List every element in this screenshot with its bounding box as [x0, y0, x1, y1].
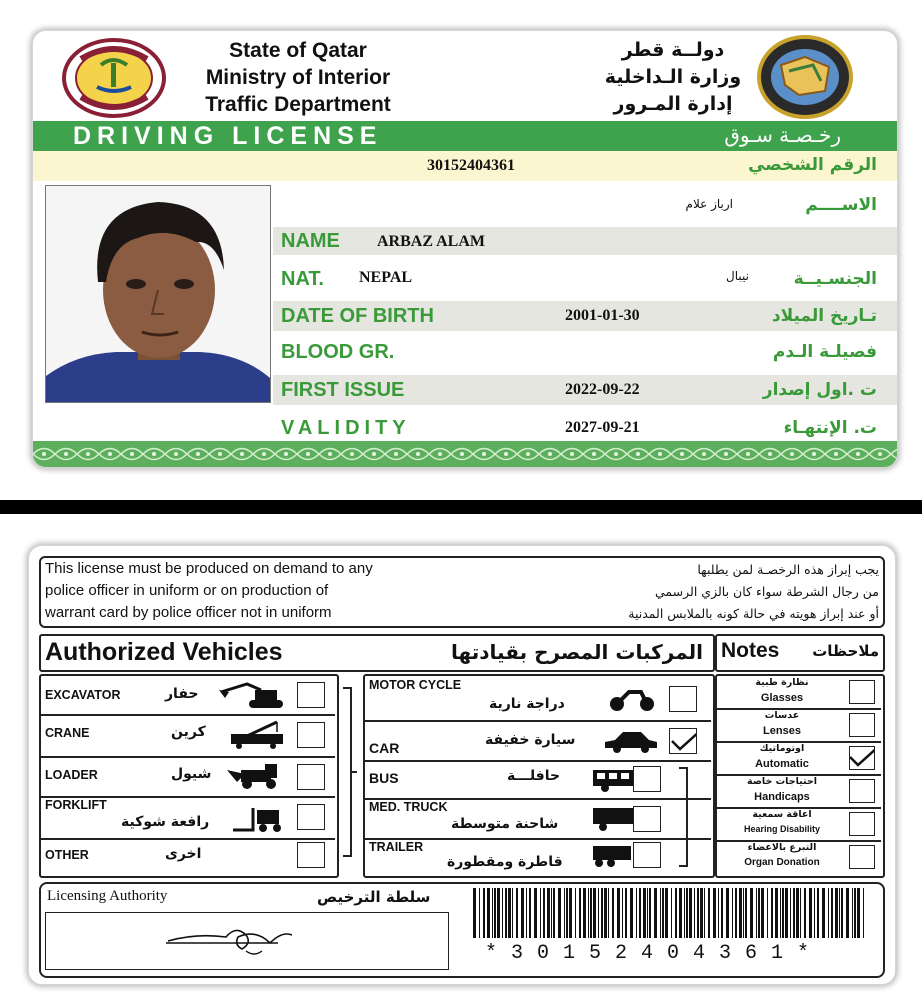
barcode-bar: [575, 888, 576, 938]
personal-number-value: 30152404361: [427, 157, 515, 174]
name-label-ar: الاســــم: [805, 195, 877, 215]
gcc-emblem-icon: [755, 35, 855, 119]
validity-value: 2027-09-21: [565, 419, 640, 436]
barcode-bar: [785, 888, 788, 938]
barcode-bar: [775, 888, 778, 938]
nationality-value-ar: نيبال: [726, 269, 749, 283]
license-front-card: [32, 30, 898, 468]
barcode-bar: [846, 888, 849, 938]
vehicle-checkbox[interactable]: [297, 842, 325, 868]
barcode-bar: [534, 888, 537, 938]
header-arabic: [573, 37, 773, 118]
barcode-bar: [502, 888, 503, 938]
vehicle-checkbox[interactable]: [633, 766, 661, 792]
vehicle-label-ar: دراجة نارية: [489, 696, 565, 712]
ornament-pattern-icon: [33, 441, 897, 467]
barcode-bar: [854, 888, 856, 938]
validity-label-ar: ت. الإنتهـاء: [783, 418, 877, 438]
authority-barcode-box: [39, 882, 885, 978]
barcode-bar: [800, 888, 801, 938]
vehicle-label-ar: شيول: [171, 766, 212, 782]
dob-label-ar: تـاريخ الميلاد: [771, 306, 877, 326]
barcode-bar: [697, 888, 699, 938]
vehicle-label-en: TRAILER: [369, 840, 424, 854]
barcode-bar: [684, 888, 685, 938]
signature-box: [45, 912, 449, 970]
notice-en-line-3: warrant card by police officer not in uniform: [45, 604, 332, 621]
barcode-bar: [647, 888, 648, 938]
barcode-bar: [796, 888, 799, 938]
vehicle-row-other: [41, 840, 335, 872]
barcode-bar: [540, 888, 541, 938]
note-checkbox[interactable]: [849, 680, 875, 704]
nationality-row: [273, 263, 897, 291]
dob-label: DATE OF BIRTH: [281, 305, 434, 327]
barcode-bar: [598, 888, 599, 938]
title-band: [33, 121, 897, 151]
barcode-bar: [505, 888, 507, 938]
vehicle-checkbox[interactable]: [633, 842, 661, 868]
barcode-bar: [704, 888, 705, 938]
barcode-bar: [761, 888, 764, 938]
vehicle-label-en: MED. TRUCK: [369, 800, 448, 814]
notice-box: [39, 556, 885, 628]
notes-list: [717, 676, 881, 872]
name-row: [273, 227, 897, 255]
car-icon: [601, 730, 661, 754]
note-checkbox[interactable]: [849, 779, 875, 803]
barcode-bar: [526, 888, 527, 938]
authorized-title-ar: المركبات المصرح بقيادتها: [451, 640, 703, 664]
nationality-value: NEPAL: [359, 269, 413, 286]
barcode-bar: [679, 888, 682, 938]
barcode-bar: [814, 888, 815, 938]
note-row-hearing: [717, 808, 881, 840]
forklift-icon: [231, 804, 289, 834]
barcode-bar: [547, 888, 550, 938]
notice-ar-line-3: أو عند إبراز هويته في حالة كونه بالملابس المدنية: [628, 606, 879, 621]
barcode-bar: [630, 888, 633, 938]
notice-ar-line-1: يجب إبراز هذه الرخصـة لمن يطلبها: [697, 562, 879, 577]
vehicle-row-forklift: [41, 798, 335, 836]
barcode-bar: [771, 888, 773, 938]
barcode-bar: [767, 888, 768, 938]
notes-title-box: [715, 634, 885, 672]
notes-title-ar: ملاحظات: [812, 642, 879, 660]
barcode-bar: [643, 888, 646, 938]
authorized-title-box: [39, 634, 715, 672]
barcode-bar: [483, 888, 485, 938]
barcode-bar: [494, 888, 496, 938]
note-label-ar: اعاقة سمعية: [752, 809, 812, 820]
header-line-ministry: Ministry of Interior: [205, 66, 391, 89]
note-label-en: Glasses: [760, 692, 804, 704]
barcode-bar: [601, 888, 603, 938]
barcode-bar: [649, 888, 651, 938]
barcode-bar: [662, 888, 664, 938]
barcode-bar: [739, 888, 742, 938]
header-ar-line-1: دولــة قطر: [621, 39, 725, 61]
barcode-bar: [758, 888, 760, 938]
barcode-bar: [639, 888, 641, 938]
validity-row: [33, 415, 897, 441]
barcode-bar: [713, 888, 716, 938]
vehicle-row-car: [365, 722, 711, 758]
barcode-bar: [473, 888, 476, 938]
bottom-pattern-band: [33, 441, 897, 467]
barcode-bar: [828, 888, 829, 938]
vehicle-label-ar: شاحنة متوسطة: [451, 816, 559, 832]
header-ar-line-2: وزارة الـداخلية: [604, 66, 742, 88]
barcode-bar: [617, 888, 620, 938]
vehicle-row-med-truck: [365, 800, 711, 836]
barcode-bar: [718, 888, 719, 938]
name-ar-row: [273, 191, 897, 219]
note-row-glasses: [717, 676, 881, 708]
header-line-traffic: Traffic Department: [205, 93, 391, 116]
person-portrait-icon: [46, 186, 270, 402]
barcode-bar: [675, 888, 677, 938]
note-label-ar: اوتوماتيك: [759, 743, 805, 754]
barcode-bar: [857, 888, 860, 938]
vehicle-checkbox-checked[interactable]: [669, 728, 697, 754]
barcode-bar: [780, 888, 781, 938]
vehicle-label-en: BUS: [369, 770, 399, 786]
barcode-bar: [782, 888, 784, 938]
first-issue-value: 2022-09-22: [565, 381, 640, 398]
name-value: ARBAZ ALAM: [377, 233, 486, 250]
vehicles-left-list: [41, 676, 335, 872]
note-row-handicaps: [717, 775, 881, 807]
signature-icon: [46, 913, 448, 969]
header-line-state: State of Qatar: [229, 39, 367, 62]
header-ar-line-3: إدارة المـرور: [613, 93, 733, 115]
barcode-bar: [822, 888, 825, 938]
barcode-bar: [512, 888, 513, 938]
barcode-bar: [689, 888, 692, 938]
vehicle-label-ar: سيارة خفيفة: [485, 732, 576, 748]
vehicle-label-ar: حفار: [165, 686, 199, 702]
barcode-bar: [479, 888, 480, 938]
first-issue-row: [273, 375, 897, 405]
nationality-label-ar: الجنسـيــة: [793, 269, 877, 289]
vehicle-checkbox[interactable]: [669, 686, 697, 712]
crane-icon: [227, 720, 287, 750]
note-label-en: Lenses: [763, 725, 801, 737]
barcode-bar: [492, 888, 493, 938]
vehicle-checkbox[interactable]: [297, 804, 325, 830]
authorized-title-en: Authorized Vehicles: [45, 638, 283, 666]
note-label-en: Automatic: [755, 758, 809, 770]
note-label-ar: نظارة طبية: [755, 677, 809, 688]
first-issue-label: FIRST ISSUE: [281, 379, 405, 401]
vehicle-label-en: EXCAVATOR: [45, 688, 121, 702]
header-english: [173, 37, 423, 118]
barcode-bar: [564, 888, 565, 938]
barcode-bar: [569, 888, 572, 938]
barcode-bar: [726, 888, 729, 938]
name-value-ar: ارباز علام: [685, 197, 733, 211]
barcode-bar: [686, 888, 688, 938]
note-row-lenses: [717, 709, 881, 741]
barcode-bar: [743, 888, 744, 938]
barcode-bar: [583, 888, 586, 938]
barcode-bar: [745, 888, 747, 938]
bracket-left-icon: [339, 684, 359, 860]
barcode-bar: [841, 888, 843, 938]
barcode-bar: [529, 888, 531, 938]
title-driving-license-ar: رخـصـة سـوق: [724, 123, 841, 147]
notice-ar-line-2: من رجال الشرطة سواء كان بالزي الرسمي: [655, 584, 879, 599]
vehicles-right-list: [365, 676, 711, 872]
vehicle-label-ar: رافعة شوكية: [121, 814, 210, 830]
barcode-bar: [553, 888, 555, 938]
vehicle-checkbox[interactable]: [297, 722, 325, 748]
barcode-bar: [809, 888, 812, 938]
vehicle-label-ar: كرين: [171, 724, 206, 740]
barcode-bar: [835, 888, 838, 938]
barcode-bar: [665, 888, 668, 938]
vehicle-label-en: FORKLIFT: [45, 798, 107, 812]
notes-title-en: Notes: [721, 639, 780, 662]
note-row-automatic: [717, 742, 881, 774]
barcode-bar: [636, 888, 637, 938]
note-label-ar: احتياجات خاصة: [746, 776, 818, 787]
vehicle-checkbox[interactable]: [297, 764, 325, 790]
holder-photo: [45, 185, 271, 403]
blood-group-label: BLOOD GR.: [281, 341, 395, 363]
card-divider-bar: [0, 500, 922, 514]
loader-icon: [225, 762, 289, 790]
vehicle-label-ar: حافلـــة: [507, 768, 561, 784]
barcode-bar: [721, 888, 723, 938]
barcode-bar: [593, 888, 596, 938]
barcode-bar: [566, 888, 568, 938]
barcode-bar: [735, 888, 737, 938]
license-back-card: [28, 545, 896, 985]
personal-number-row: [33, 151, 897, 181]
barcode-bar: [558, 888, 561, 938]
note-label-ar: التبرع بالاعضاء: [747, 842, 817, 853]
vehicle-row-excavator: [41, 676, 335, 714]
vehicle-row-trailer: [365, 840, 711, 872]
notice-en-line-2: police officer in uniform or on production of: [45, 582, 329, 599]
barcode-bar: [660, 888, 661, 938]
barcode-bar: [817, 888, 819, 938]
authority-label-en: Licensing Authority: [47, 888, 168, 904]
barcode-bar: [671, 888, 672, 938]
authority-label-ar: سلطة الترخيص: [317, 888, 431, 906]
vehicle-label-en: CRANE: [45, 726, 90, 740]
vehicle-label-en: CAR: [369, 740, 400, 756]
vehicle-checkbox[interactable]: [633, 806, 661, 832]
barcode-bar: [750, 888, 753, 938]
vehicle-label-en: MOTOR CYCLE: [369, 678, 462, 692]
name-label: NAME: [281, 230, 340, 252]
barcode-bar: [625, 888, 627, 938]
barcode-bar: [790, 888, 791, 938]
dob-row: [273, 301, 897, 331]
barcode-bar: [708, 888, 710, 938]
barcode-bar: [622, 888, 623, 938]
barcode-bar: [508, 888, 511, 938]
title-driving-license: DRIVING LICENSE: [73, 122, 383, 150]
barcode-bar: [700, 888, 703, 938]
dob-value: 2001-01-30: [565, 307, 640, 324]
motorcycle-icon: [607, 684, 657, 712]
barcode-bar: [694, 888, 695, 938]
note-label-en: Hearing Disability: [743, 824, 821, 834]
vehicle-label-ar: قاطرة ومقطورة: [447, 854, 563, 870]
blood-group-label-ar: فصيلـة الـدم: [772, 342, 877, 362]
barcode-bar: [804, 888, 806, 938]
barcode-bar: [839, 888, 840, 938]
barcode-bar: [551, 888, 552, 938]
barcode-bar: [497, 888, 500, 938]
barcode-bar: [588, 888, 589, 938]
barcode-bar: [487, 888, 490, 938]
vehicle-row-loader: [41, 758, 335, 794]
barcode-bar: [732, 888, 733, 938]
blood-row: [273, 337, 897, 367]
barcode-bar: [654, 888, 657, 938]
barcode-bar: [604, 888, 607, 938]
personal-number-label-ar: الرقم الشخصي: [748, 155, 877, 175]
note-label-en: Organ Donation: [744, 857, 820, 868]
barcode-bar: [793, 888, 795, 938]
note-checkbox[interactable]: [849, 713, 875, 737]
barcode-bar: [852, 888, 853, 938]
barcode-bar: [590, 888, 592, 938]
note-label-en: Handicaps: [754, 791, 810, 803]
vehicle-checkbox[interactable]: [297, 682, 325, 708]
validity-label: VALIDITY: [281, 417, 411, 439]
barcode-bar: [579, 888, 581, 938]
excavator-icon: [217, 682, 287, 710]
barcode-bar: [543, 888, 545, 938]
barcode: [471, 888, 871, 938]
barcode-bar: [756, 888, 757, 938]
barcode-bar: [521, 888, 524, 938]
barcode-bar: [863, 888, 864, 938]
barcode-bar: [612, 888, 614, 938]
vehicle-label-ar: اخرى: [165, 846, 202, 862]
checkmark-icon: [850, 747, 874, 769]
vehicle-row-bus: [365, 762, 711, 796]
vehicle-row-motorcycle: [365, 676, 711, 718]
vehicle-label-en: OTHER: [45, 848, 89, 862]
nationality-label: NAT.: [281, 268, 324, 290]
note-checkbox[interactable]: [849, 845, 875, 869]
note-label-ar: عدسات: [764, 710, 800, 721]
note-row-organ-donation: [717, 841, 881, 872]
note-checkbox[interactable]: [849, 812, 875, 836]
barcode-bar: [608, 888, 609, 938]
vehicle-row-crane: [41, 716, 335, 754]
barcode-number: * 3 0 1 5 2 4 0 4 3 6 1 *: [485, 942, 811, 965]
qatar-emblem-icon: [61, 37, 167, 119]
vehicle-label-en: LOADER: [45, 768, 98, 782]
barcode-bar: [516, 888, 518, 938]
barcode-bar: [831, 888, 833, 938]
checkmark-icon: [670, 729, 696, 753]
first-issue-label-ar: ت .اول إصدار: [762, 380, 877, 400]
notice-en-line-1: This license must be produced on demand to any: [45, 560, 373, 577]
note-checkbox-checked[interactable]: [849, 746, 875, 770]
